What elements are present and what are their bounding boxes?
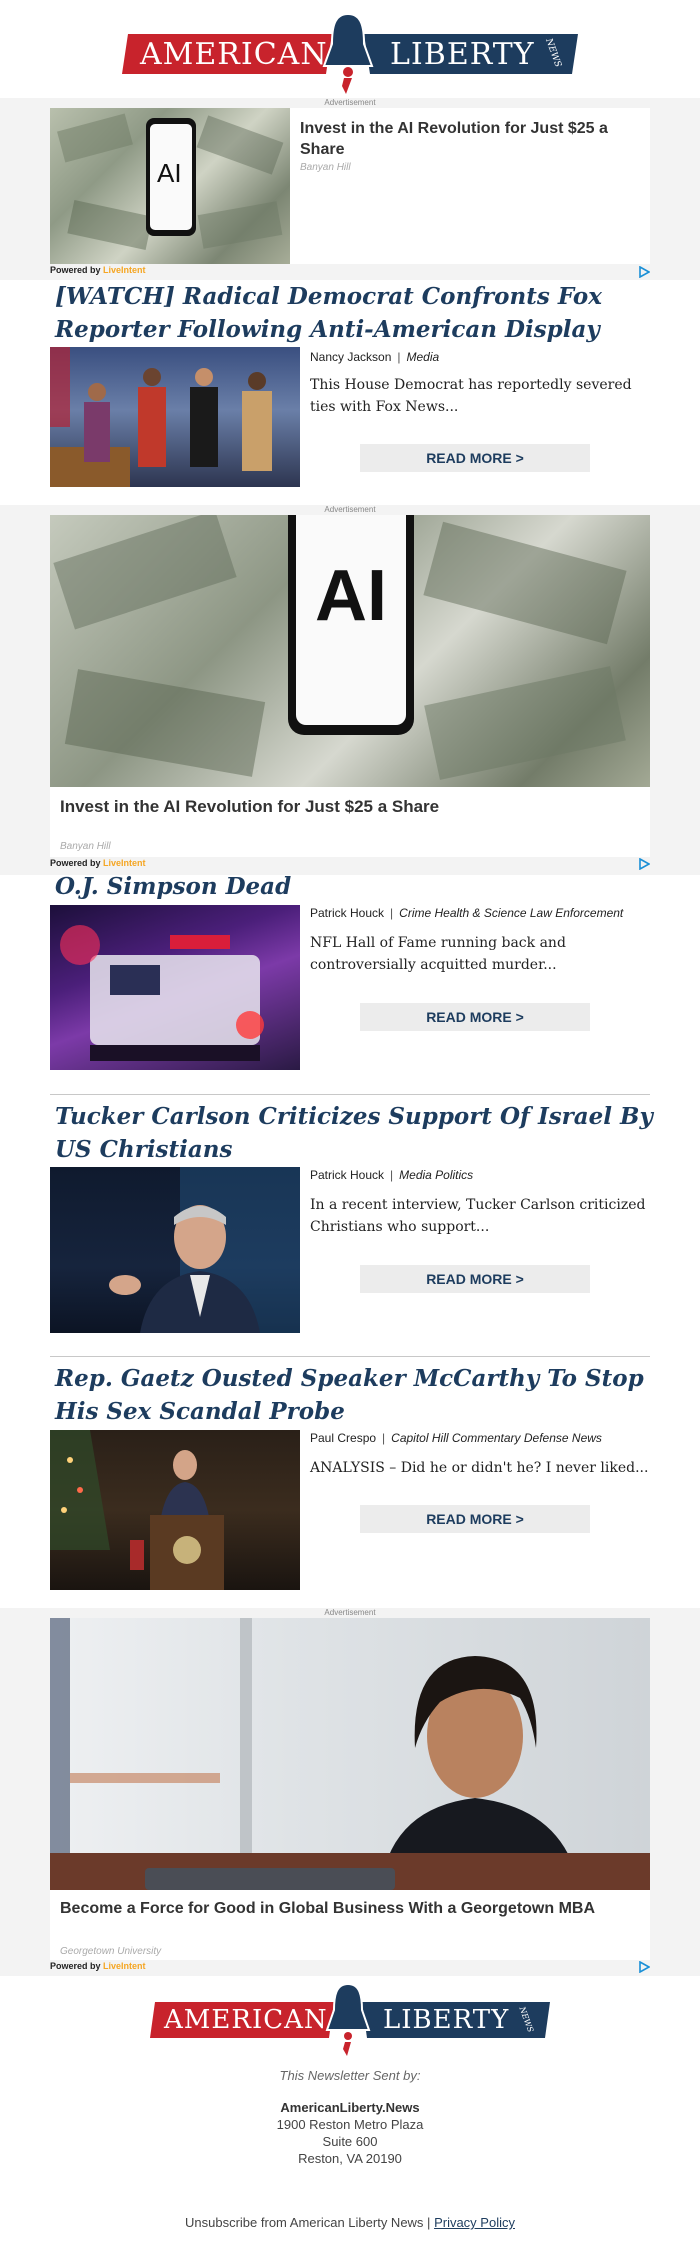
author-link[interactable]: Paul Crespo — [310, 1431, 377, 1445]
adchoices-icon[interactable] — [638, 266, 650, 278]
logo-text-american: AMERICAN — [164, 2005, 328, 2035]
author-link[interactable]: Patrick Houck — [310, 1168, 385, 1182]
read-more-button[interactable]: READ MORE > — [360, 1505, 590, 1533]
article-teaser: ANALYSIS – Did he or didn't he? I never liked... — [310, 1460, 649, 1476]
speaker-photo — [50, 1167, 300, 1333]
author-link[interactable]: Patrick Houck — [310, 906, 385, 920]
read-more-button[interactable]: READ MORE > — [360, 444, 590, 472]
article-headline[interactable]: Tucker Carlson Criticizes Support Of Israel By US Christians — [55, 1103, 653, 1163]
footer-logo[interactable] — [148, 1980, 552, 2060]
ad-phone-text: AI — [157, 158, 182, 188]
liveintent-logo: LiveIntent — [103, 858, 146, 868]
author-link[interactable]: Nancy Jackson — [310, 350, 392, 364]
article-headline[interactable]: [WATCH] Radical Democrat Confronts Fox Reporter Following Anti-American Display — [55, 283, 602, 343]
ad-phone-text: AI — [315, 556, 387, 636]
category-link[interactable]: Media — [406, 350, 440, 364]
unsubscribe-link[interactable]: Unsubscribe from American Liberty News | — [185, 2215, 431, 2230]
logo-text-american: AMERICAN — [140, 37, 328, 72]
article-image[interactable] — [50, 905, 300, 1070]
student-photo — [50, 1618, 650, 1890]
press-conference-photo — [50, 347, 300, 487]
ad-label: Advertisement — [324, 98, 376, 107]
adchoices-icon[interactable] — [638, 1961, 650, 1973]
ad-source: Georgetown University — [60, 1946, 162, 1957]
article-headline[interactable]: Rep. Gaetz Ousted Speaker McCarthy To Stop His Sex Scandal Probe — [55, 1365, 644, 1425]
article-byline: Paul Crespo | Capitol Hill Commentary Defense News — [310, 1431, 602, 1445]
article-byline: Patrick Houck | Media Politics — [310, 1168, 474, 1182]
read-more-button[interactable]: READ MORE > — [360, 1265, 590, 1293]
article-byline: Patrick Houck | Crime Health & Science Law Enforcement — [310, 906, 624, 920]
divider — [50, 1356, 650, 1357]
powered-by[interactable]: Powered by LiveIntent — [50, 858, 146, 868]
liveintent-logo: LiveIntent — [103, 1961, 146, 1971]
liveintent-logo: LiveIntent — [103, 265, 146, 275]
powered-by[interactable]: Powered by LiveIntent — [50, 265, 146, 275]
ad-label: Advertisement — [324, 505, 376, 514]
article-image[interactable] — [50, 1167, 300, 1333]
sent-by-label: This Newsletter Sent by: — [279, 2068, 421, 2083]
article-byline: Nancy Jackson | Media — [310, 350, 440, 364]
ad-label: Advertisement — [324, 1608, 376, 1617]
ambulance-photo — [50, 905, 300, 1070]
privacy-policy-link[interactable]: Privacy Policy — [434, 2215, 515, 2230]
footer-address-line: Reston, VA 20190 — [298, 2151, 402, 2166]
category-link[interactable]: Crime Health & Science Law Enforcement — [399, 906, 624, 920]
article-teaser: This House Democrat has reportedly severed ties with Fox News... — [310, 377, 632, 415]
article-image[interactable] — [50, 347, 300, 487]
footer-org: AmericanLiberty.News — [280, 2100, 420, 2115]
ad-title[interactable]: Become a Force for Good in Global Business With a Georgetown MBA — [60, 1900, 596, 1917]
ad-title[interactable]: Invest in the AI Revolution for Just $25 a Share — [60, 797, 440, 816]
ad-image-money-large[interactable] — [50, 515, 650, 787]
article-teaser: In a recent interview, Tucker Carlson criticized Christians who support... — [310, 1197, 646, 1235]
logo-text-liberty: LIBERTY — [390, 37, 535, 72]
header-logo[interactable] — [120, 8, 580, 98]
ad-source: Banyan Hill — [60, 841, 111, 852]
footer-links — [0, 2215, 700, 2230]
article-headline[interactable]: O.J. Simpson Dead — [55, 873, 292, 900]
category-link[interactable]: Capitol Hill Commentary Defense News — [391, 1431, 602, 1445]
adchoices-icon[interactable] — [638, 858, 650, 870]
ad-title[interactable]: Invest in the AI Revolution for Just $25 a Share — [300, 120, 608, 158]
logo-text-news: NEWS — [517, 2005, 536, 2034]
ad-image-woman[interactable] — [50, 1618, 650, 1890]
category-link[interactable]: Media Politics — [399, 1168, 474, 1182]
article-image[interactable] — [50, 1430, 300, 1590]
ad-source: Banyan Hill — [300, 162, 351, 173]
article-teaser: NFL Hall of Fame running back and controversially acquitted murder... — [310, 935, 566, 973]
ad-image-money[interactable] — [50, 108, 290, 264]
divider — [50, 1094, 650, 1095]
read-more-button[interactable]: READ MORE > — [360, 1003, 590, 1031]
footer-address-line: 1900 Reston Metro Plaza — [276, 2117, 424, 2132]
logo-text-liberty: LIBERTY — [383, 2005, 510, 2035]
powered-by[interactable]: Powered by LiveIntent — [50, 1961, 146, 1971]
footer-address-line: Suite 600 — [322, 2134, 378, 2149]
podium-photo — [50, 1430, 300, 1590]
logo-text-news: NEWS — [543, 37, 563, 69]
